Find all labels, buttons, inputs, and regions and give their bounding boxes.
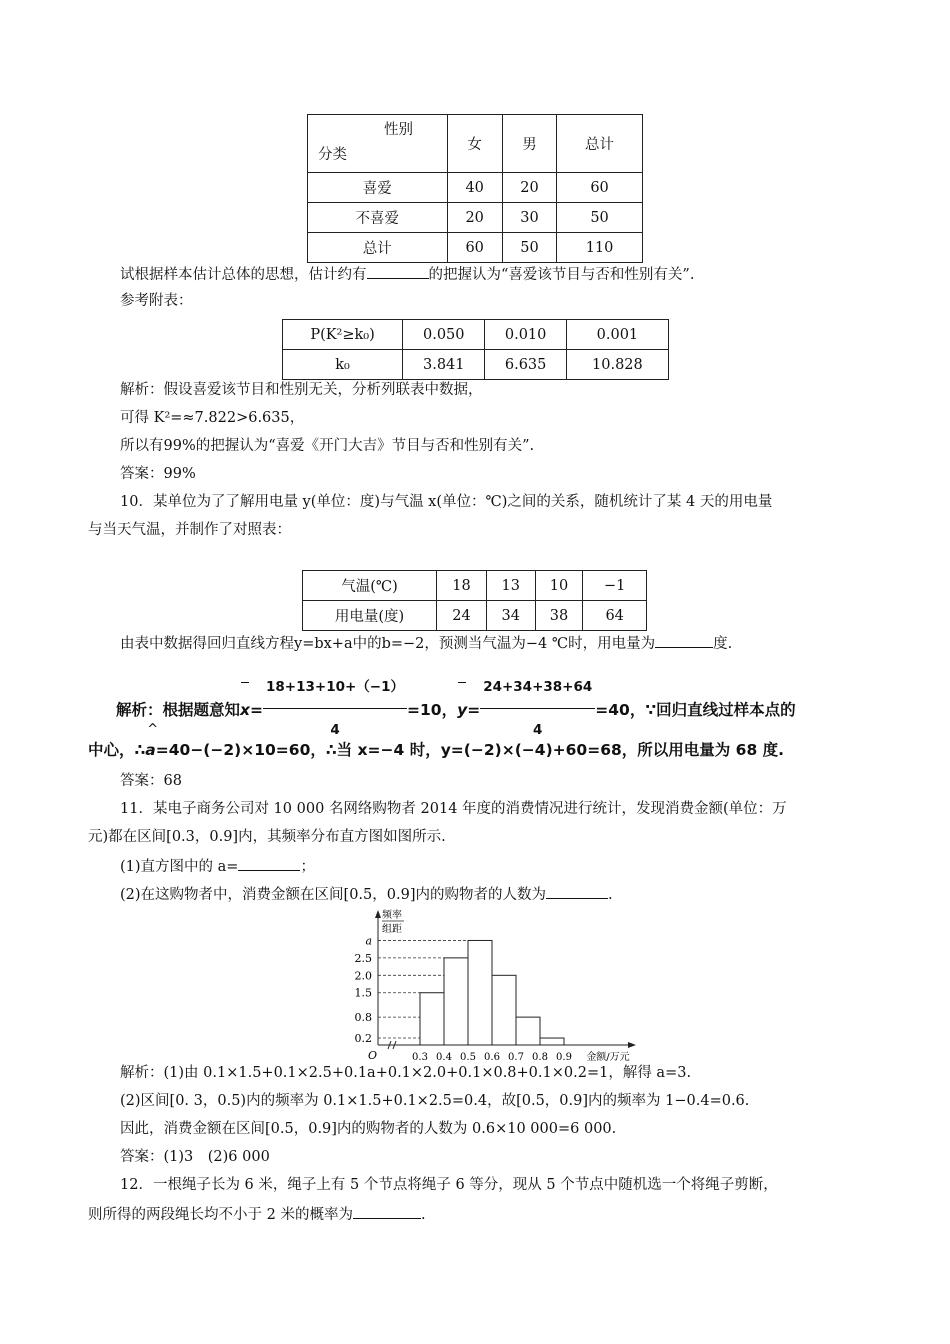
col-header-female: 女: [447, 115, 502, 173]
table-cell: 10.828: [566, 350, 668, 380]
y-tick-label: a: [365, 934, 372, 948]
table-cell: 38: [535, 601, 583, 631]
x-tick-label: 0.8: [532, 1052, 548, 1063]
table-cell: 60: [447, 233, 502, 263]
histogram-bar: [420, 993, 444, 1045]
table-cell: 50: [557, 203, 643, 233]
y-axis-label-bottom: 组距: [382, 924, 402, 935]
table-cell: 0.001: [566, 320, 668, 350]
row-label: P(K²≥k₀): [283, 320, 403, 350]
table-cell: 10: [535, 571, 583, 601]
table-cell: 18: [437, 571, 487, 601]
x-tick-label: 0.6: [484, 1052, 500, 1063]
table-cell: 34: [486, 601, 535, 631]
y-tick-label: 0.8: [354, 1011, 372, 1025]
row-label: 不喜爱: [308, 203, 448, 233]
table-cell: 30: [502, 203, 556, 233]
histogram-bar: [540, 1038, 564, 1045]
x-axis-arrow: [628, 1042, 636, 1048]
y-tick-label: 0.2: [354, 1032, 372, 1046]
row-label: 喜爱: [308, 173, 448, 203]
table-cell: 40: [447, 173, 502, 203]
table-cell: 0.050: [403, 320, 485, 350]
row-label: 用电量(度): [303, 601, 437, 631]
q11-text: 11．某电子商务公司对 10 000 名网络购物者 2014 年度的消费情况进行统计，发现消费金额(单位：万: [120, 801, 787, 817]
row-label: 总计: [308, 233, 448, 263]
chi-square-reference-table: [282, 319, 669, 380]
table-cell: 3.841: [403, 350, 485, 380]
q9-prompt: 试根据样本估计总体的思想，估计约有 的把握认为“喜爱该节目与否和性别有关”.: [120, 264, 694, 284]
row-label: k₀: [283, 350, 403, 380]
y-mean-fraction: $\frac{24+34+38+64}{4}$: [480, 667, 595, 750]
q11-text: 元)都在区间[0.3，0.9]内，其频率分布直方图如图所示.: [88, 829, 446, 845]
x-tick-label: 0.4: [436, 1052, 452, 1063]
table-cell: 24: [437, 601, 487, 631]
q10-prompt: 由表中数据得回归直线方程y=bx+a中的b=−2，预测当气温为−4 ℃时，用电量为 度.: [120, 633, 732, 653]
origin-label: O: [368, 1049, 378, 1062]
table-cell: −1: [583, 571, 647, 601]
col-header-male: 男: [502, 115, 556, 173]
answer-blank: [238, 856, 300, 871]
x-mean-fraction: $\frac{18+13+10+(-1)}{4}$: [263, 667, 407, 750]
q11-sub1: (1)直方图中的 a= ；: [120, 856, 315, 876]
a-hat-symbol: ^ a: [145, 740, 155, 760]
histogram-bar: [468, 940, 492, 1045]
histogram-bar: [516, 1017, 540, 1045]
answer-blank: [655, 633, 713, 648]
temperature-electricity-table: [302, 570, 647, 631]
x-tick-label: 0.5: [460, 1052, 476, 1063]
col-header-total: 总计: [557, 115, 643, 173]
x-tick-label: 0.9: [556, 1052, 572, 1063]
q12-text: 则所得的两段绳长均不小于 2 米的概率为 .: [88, 1204, 426, 1224]
table-cell: 6.635: [485, 350, 566, 380]
q10-answer: 答案：68: [120, 773, 182, 789]
x-tick-label: 0.3: [412, 1052, 428, 1063]
q10-text: 10．某单位为了了解用电量 y(单位：度)与气温 x(单位：℃)之间的关系，随机统计了某 4 天的用电量: [120, 494, 773, 510]
histogram-bar: [444, 958, 468, 1045]
q11-answer: 答案：(1)3 (2)6 000: [120, 1149, 270, 1165]
table-cell: 64: [583, 601, 647, 631]
q10-solution-line1: 解析：根据题意知x= $\frac{18+13+10+(-1)}{4}$ =10，y= $\frac{24+34+38+64}{4}$ =40，∵回归直线过样本点的: [116, 669, 796, 709]
q11-sub2: (2)在这购物者中，消费金额在区间[0.5，0.9]内的购物者的人数为 .: [120, 884, 613, 904]
header-top-label: 性别: [384, 122, 413, 138]
histogram-bar: [492, 975, 516, 1045]
q9-answer: 答案：99%: [120, 466, 196, 482]
x-mean-symbol: x: [240, 690, 250, 730]
q9-ref-label: 参考附表：: [120, 293, 193, 309]
table-cell: 13: [486, 571, 535, 601]
table-cell: 20: [502, 173, 556, 203]
answer-blank: [546, 884, 608, 899]
frequency-histogram: [340, 908, 670, 1063]
header-bottom-label: 分类: [318, 147, 347, 163]
x-tick-label: 0.7: [508, 1052, 524, 1063]
q9-solution-line: 所以有99%的把握认为“喜爱《开门大吉》节目与否和性别有关”.: [120, 438, 535, 454]
q10-solution-line2: 中心，∴^ a=40−(−2)×10=60，∴当 x=−4 时，y=(−2)×(−4)+60=68，所以用电量为 68 度.: [88, 740, 784, 760]
answer-blank: [367, 264, 429, 279]
row-label: 气温(℃): [303, 571, 437, 601]
diagonal-header-cell: [308, 115, 448, 173]
q10-text: 与当天气温，并制作了对照表：: [88, 522, 291, 538]
table-cell: 50: [502, 233, 556, 263]
y-axis-arrow: [375, 910, 381, 918]
y-tick-label: 1.5: [354, 986, 372, 1000]
q12-text: 12．一根绳子长为 6 米，绳子上有 5 个节点将绳子 6 等分，现从 5 个节点中随机选一个将绳子剪断，: [120, 1177, 778, 1193]
y-tick-label: 2.0: [354, 969, 372, 983]
table-cell: 60: [557, 173, 643, 203]
q11-solution-line: 解析：(1)由 0.1×1.5+0.1×2.5+0.1a+0.1×2.0+0.1×0.8+0.1×0.2=1，解得 a=3.: [120, 1065, 692, 1081]
q9-solution-line: 可得 K²=≈7.822>6.635，: [120, 410, 305, 426]
answer-blank: [353, 1204, 421, 1219]
table-cell: 0.010: [485, 320, 566, 350]
q9-solution-line: 解析：假设喜爱该节目和性别无关，分析列联表中数据，: [120, 382, 483, 398]
y-mean-symbol: y: [457, 690, 467, 730]
gender-contingency-table: [307, 114, 643, 263]
y-tick-label: 2.5: [354, 951, 372, 965]
q11-solution-line: (2)区间[0. 3，0.5)内的频率为 0.1×1.5+0.1×2.5=0.4，故[0.5，0.9]内的频率为 1−0.4=0.6.: [120, 1093, 750, 1109]
table-cell: 20: [447, 203, 502, 233]
q11-solution-line: 因此，消费金额在区间[0.5，0.9]内的购物者的人数为 0.6×10 000=6 000.: [120, 1121, 617, 1137]
y-axis-label-top: 频率: [382, 910, 402, 921]
table-cell: 110: [557, 233, 643, 263]
x-axis-label: 金额/万元: [586, 1052, 630, 1063]
